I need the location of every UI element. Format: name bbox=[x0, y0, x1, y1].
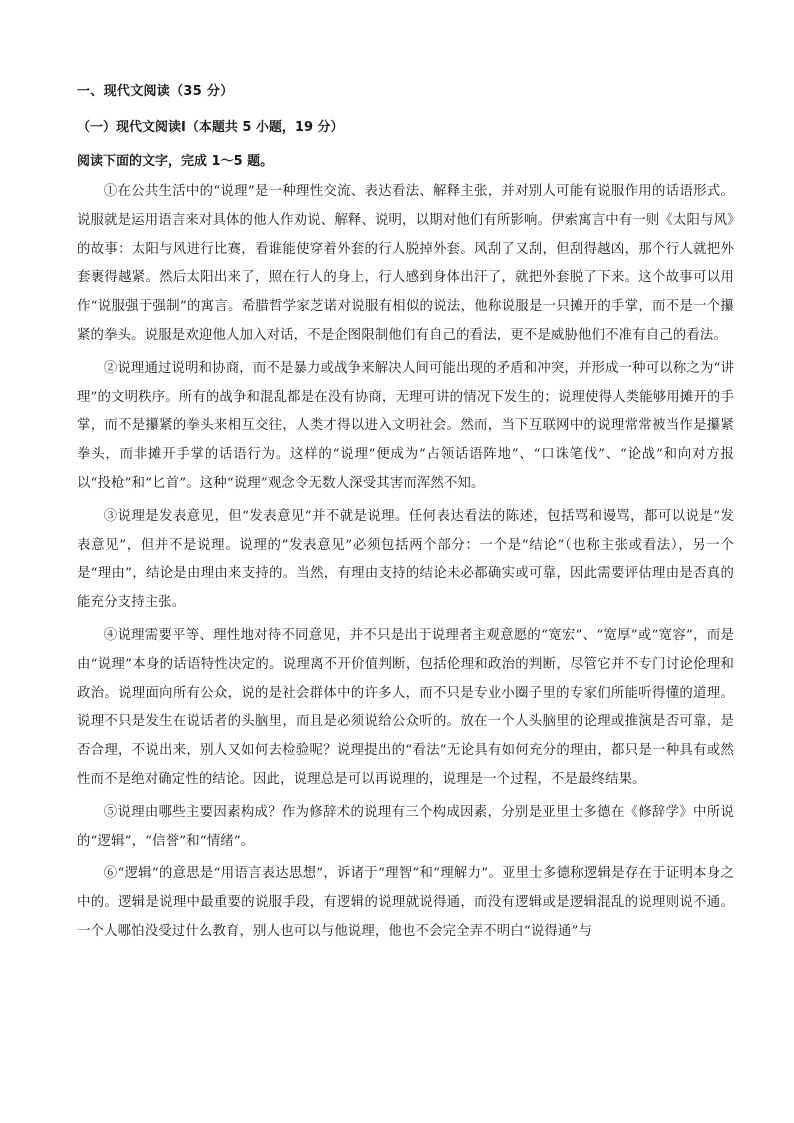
section-title: 一、现代文阅读（35 分） bbox=[77, 84, 234, 99]
subsection-title: （一）现代文阅读Ⅰ（本题共 5 小题，19 分） bbox=[77, 120, 344, 135]
paragraph-4: ④说理需要平等、理性地对待不同意见，并不只是出于说理者主观意愿的“宽宏”、“宽厚”或“宽容”，而是由“说理”本身的话语特性决定的。说理离不开价值判断，包括伦理和政治的判断，尽管它并不专门讨论伦理和政治。说理面向所有公众，说的是社会群体中的许多人，而不只是专业小圈子里的专家们所能听得懂的道理。说理不只是发生在说话者的头脑里，而且是必须说给公众听的。放在一个人头脑里的论理或推演是否可靠，是否合理，不说出来，别人又如何去检验呢？说理提出的“看法”无论具有如何充分的理由，都只是一种具有或然性而不是绝对确定性的结论。因此，说理总是可以再说理的，说理是一个过程，不是最终结果。 bbox=[77, 627, 734, 787]
reading-instruction: 阅读下面的文字，完成 1～5 题。 bbox=[77, 154, 274, 169]
paragraph-3: ③说理是发表意见，但“发表意见”并不就是说理。任何表达看法的陈述，包括骂和谩骂，都可以说是“发表意见”，但并不是说理。说理的“发表意见”必须包括两个部分：一个是“结论”（也称主张或看法），另一个是“理由”，结论是由理由来支持的。当然，有理由支持的结论未必都确实或可靠，因此需要评估理由是否真的能充分支持主张。 bbox=[77, 508, 734, 611]
paragraph-5: ⑤说理由哪些主要因素构成？作为修辞术的说理有三个构成因素，分别是亚里士多德在《修辞学》中所说的“逻辑”，“信誉”和“情绪”。 bbox=[77, 804, 734, 849]
paragraph-1: ①在公共生活中的“说理”是一种理性交流、表达看法、解释主张，并对别人可能有说服作用的话语形式。说服就是运用语言来对具体的他人作劝说、解释、说明，以期对他们有所影响。伊索寓言中有一则《太阳与风》的故事：太阳与风进行比赛，看谁能使穿着外套的行人脱掉外套。风刮了又刮，但刮得越凶，那个行人就把外套裹得越紧。然后太阳出来了，照在行人的身上，行人感到身体出汗了，就把外套脱了下来。这个故事可以用作“说服强于强制”的寓言。希腊哲学家芝诺对说服有相似的说法，他称说服是一只摊开的手掌，而不是一个攥紧的拳头。说服是欢迎他人加入对话，不是企图限制他们有自己的看法，更不是威胁他们不准有自己的看法。 bbox=[77, 184, 734, 343]
paragraph-6: ⑥“逻辑”的意思是“用语言表达思想”，诉诸于“理智”和“理解力”。亚里士多德称逻辑是存在于证明本身之中的。逻辑是说理中最重要的说服手段，有逻辑的说理就说得通，而没有逻辑或是逻辑混乱的说理则说不通。一个人哪怕没受过什么教育，别人也可以与他说理，他也不会完全弄不明白“说得通”与 bbox=[77, 866, 734, 939]
paragraph-2: ②说理通过说明和协商，而不是暴力或战争来解决人间可能出现的矛盾和冲突，并形成一种可以称之为“讲理”的文明秩序。所有的战争和混乱都是在没有协商，无理可讲的情况下发生的；说理使得人类能够用摊开的手掌，而不是攥紧的拳头来相互交往，人类才得以进入文明社会。然而，当下互联网中的说理常常被当作是攥紧拳头，而非摊开手掌的话语行为。这样的“说理”便成为“占领话语阵地”、“口诛笔伐”、“论战”和向对方报以“投枪”和“匕首”。这种“说理”观念令无数人深受其害而浑然不知。 bbox=[77, 360, 734, 491]
